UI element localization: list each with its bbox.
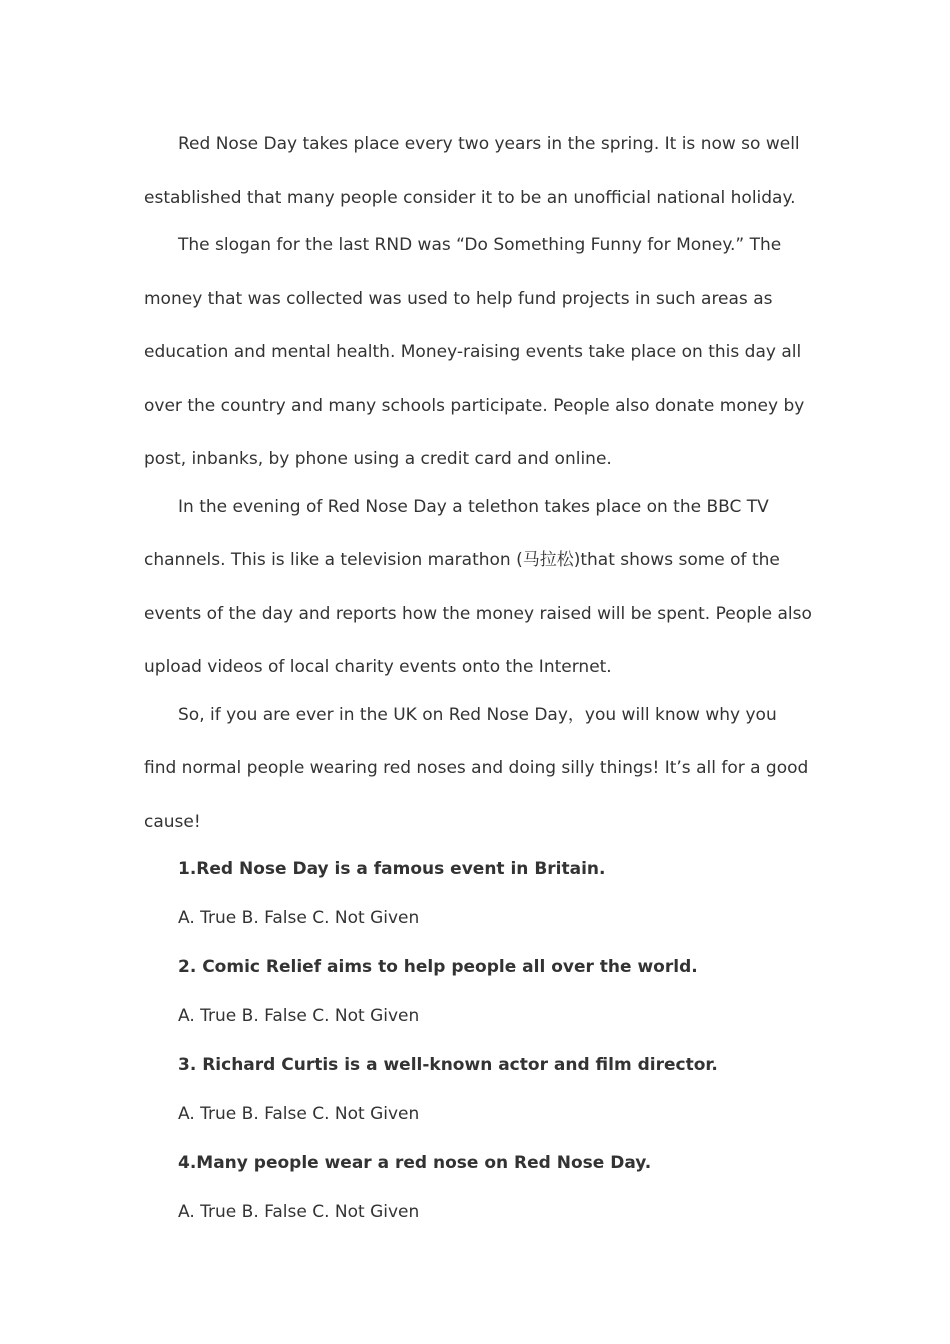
question-4-options: A. True B. False C. Not Given: [178, 1202, 420, 1222]
passage-paragraph-3: In the evening of Red Nose Day a telethon takes place on the BBC TV channels. This is like a television marathon (马拉松)that shows some of the events of the day and reports how the money raised will be spent. People also upload videos of local charity events onto the Internet.: [144, 496, 812, 677]
question-4: 4.Many people wear a red nose on Red Nose Day.: [178, 1153, 652, 1173]
passage-paragraph-4: So, if you are ever in the UK on Red Nose Day，you will know why you find normal people wearing red noses and doing silly things! It’s all for a good cause!: [144, 704, 809, 832]
question-list: [144, 845, 814, 1237]
passage-paragraph-2: The slogan for the last RND was “Do Something Funny for Money.” The money that was collected was used to help fund projects in such areas as education and mental health. Money-raising events take place on this day all over the country and many schools participate. People also donate money by post, inbanks, by phone using a credit card and online.: [144, 235, 805, 469]
question-3-options: A. True B. False C. Not Given: [178, 1104, 420, 1124]
question-2: 2. Comic Relief aims to help people all over the world.: [178, 957, 698, 977]
question-1-options: A. True B. False C. Not Given: [178, 908, 420, 928]
question-2-options: A. True B. False C. Not Given: [178, 1006, 420, 1026]
question-1: 1.Red Nose Day is a famous event in Britain.: [178, 859, 606, 879]
document-page: [144, 118, 814, 1237]
question-3: 3. Richard Curtis is a well-known actor and film director.: [178, 1055, 718, 1075]
passage-paragraph-1: Red Nose Day takes place every two years in the spring. It is now so well established that many people consider it to be an unofficial national holiday.: [144, 134, 800, 208]
passage: [144, 118, 814, 849]
